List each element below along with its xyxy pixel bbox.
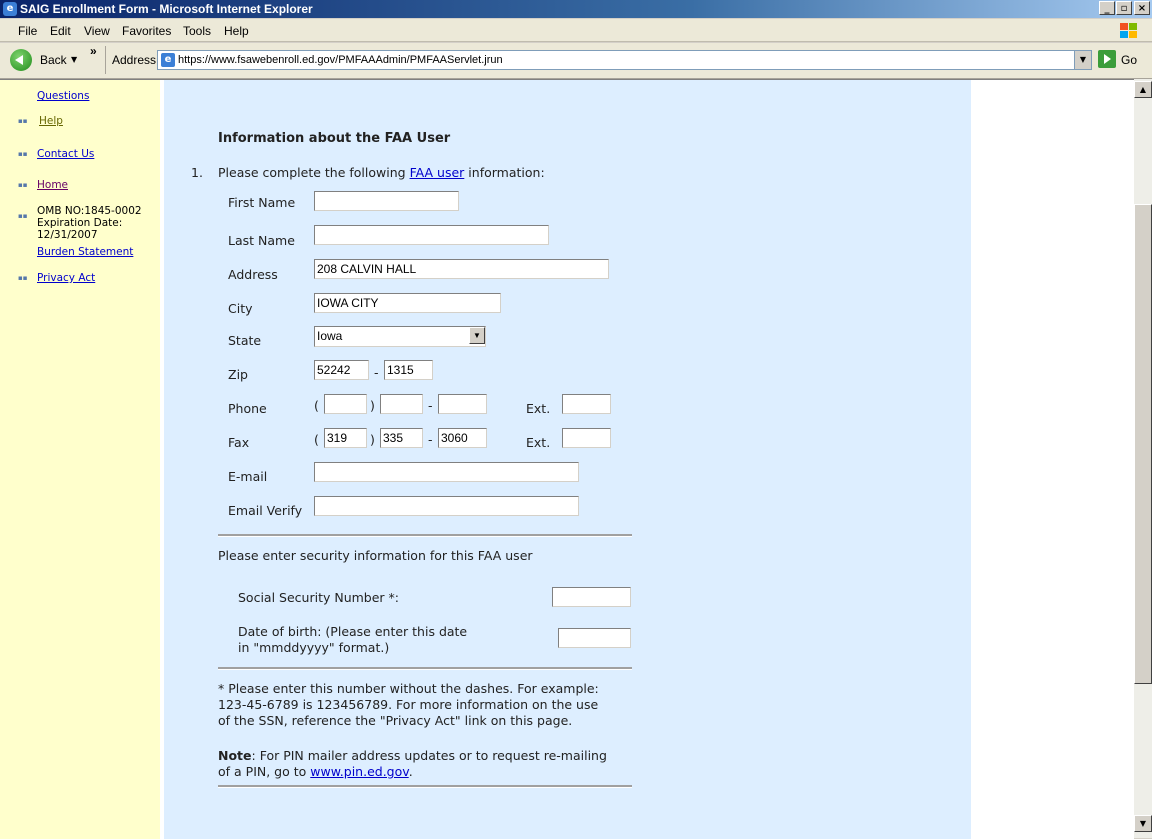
nav-burden-link[interactable]: Burden Statement <box>37 246 134 258</box>
toolbar-chevron[interactable]: » <box>90 44 97 58</box>
note-text-3: . <box>408 764 413 779</box>
fax-label: Fax <box>228 435 250 450</box>
menu-bar <box>0 19 1152 42</box>
window-title: SAIG Enrollment Form - Microsoft Internet Explorer <box>20 2 313 16</box>
divider <box>218 534 632 537</box>
fax-close-paren: ) <box>370 432 375 447</box>
toolbar-separator <box>105 46 106 74</box>
menu-favorites[interactable]: Favorites <box>122 24 172 38</box>
phone-prefix-input[interactable] <box>380 394 423 414</box>
fax-prefix-input[interactable]: 335 <box>380 428 423 448</box>
note-line2 <box>218 764 413 779</box>
first-name-input[interactable] <box>314 191 459 211</box>
email-verify-label: Email Verify <box>228 503 303 518</box>
footnote-line3: of the SSN, reference the "Privacy Act" link on this page. <box>218 713 573 728</box>
nav-questions-link[interactable]: Questions <box>37 90 90 102</box>
minimize-button[interactable]: _ <box>1099 1 1115 15</box>
expiration-date: 12/31/2007 <box>37 229 98 241</box>
nav-contact-link[interactable]: Contact Us <box>37 148 95 160</box>
zip5-input[interactable]: 52242 <box>314 360 369 380</box>
first-name-label: First Name <box>228 195 296 210</box>
windows-logo-icon <box>1110 21 1148 41</box>
nav-bullet-icon: ▪▪ <box>18 150 28 158</box>
address-input[interactable]: 208 CALVIN HALL <box>314 259 609 279</box>
pin-link[interactable]: www.pin.ed.gov <box>310 764 409 779</box>
fax-ext-input[interactable] <box>562 428 611 448</box>
footnote-line1: * Please enter this number without the dashes. For example: <box>218 681 599 696</box>
omb-number: OMB NO:1845-0002 <box>37 205 142 217</box>
menu-view[interactable]: View <box>84 24 110 38</box>
nav-bullet-icon: ▪▪ <box>18 181 28 189</box>
left-navigation <box>0 80 160 839</box>
email-label: E-mail <box>228 469 268 484</box>
footnote-line2: 123-45-6789 is 123456789. For more information on the use <box>218 697 599 712</box>
address-url[interactable]: https://www.fsawebenroll.ed.gov/PMFAAAdmin/PMFAAServlet.jrun <box>178 54 503 66</box>
menu-help[interactable]: Help <box>224 24 249 38</box>
phone-area-input[interactable] <box>324 394 367 414</box>
zip-dash: - <box>374 365 379 380</box>
back-arrow-icon[interactable] <box>10 49 32 71</box>
dob-input[interactable] <box>558 628 631 648</box>
page-icon: e <box>161 53 175 67</box>
faa-user-link[interactable]: FAA user <box>409 165 465 180</box>
phone-ext-label: Ext. <box>526 401 551 416</box>
page-viewport <box>0 79 1134 839</box>
phone-open-paren: ( <box>314 398 319 413</box>
dob-label-line2: in "mmddyyyy" format.) <box>238 640 390 655</box>
fax-ext-label: Ext. <box>526 435 551 450</box>
address-dropdown-icon[interactable]: ▼ <box>1074 51 1091 69</box>
city-input[interactable]: IOWA CITY <box>314 293 501 313</box>
title-bar <box>0 0 1152 18</box>
divider <box>218 785 632 788</box>
city-label: City <box>228 301 253 316</box>
close-button[interactable]: × <box>1134 1 1150 15</box>
state-select[interactable] <box>314 326 486 347</box>
phone-label: Phone <box>228 401 267 416</box>
nav-privacy-link[interactable]: Privacy Act <box>37 272 96 284</box>
phone-dash: - <box>428 398 433 413</box>
divider <box>218 667 632 670</box>
dropdown-arrow-icon[interactable]: ▼ <box>469 327 485 344</box>
address-label: Address <box>112 53 157 67</box>
go-button-label[interactable]: Go <box>1121 53 1138 67</box>
section-heading: Information about the FAA User <box>218 131 451 146</box>
intro-before: Please complete the following <box>218 165 406 180</box>
state-selected: Iowa <box>317 329 343 343</box>
zip-label: Zip <box>228 367 248 382</box>
vertical-scrollbar[interactable] <box>1134 79 1152 838</box>
security-intro: Please enter security information for this FAA user <box>218 548 533 563</box>
expiration-label: Expiration Date: <box>37 217 123 229</box>
fax-open-paren: ( <box>314 432 319 447</box>
last-name-label: Last Name <box>228 233 295 248</box>
fax-dash: - <box>428 432 433 447</box>
intro-text <box>218 165 545 180</box>
phone-close-paren: ) <box>370 398 375 413</box>
ie-icon: e <box>3 2 17 16</box>
scroll-up-icon[interactable]: ▲ <box>1134 81 1152 98</box>
form-content <box>164 80 971 839</box>
menu-edit[interactable]: Edit <box>50 24 71 38</box>
address-bar[interactable] <box>157 50 1092 70</box>
nav-help-link[interactable]: Help <box>39 115 63 127</box>
phone-ext-input[interactable] <box>562 394 611 414</box>
back-dropdown-icon[interactable]: ▼ <box>71 55 78 64</box>
zip4-input[interactable]: 1315 <box>384 360 433 380</box>
note-line1 <box>218 748 607 763</box>
fax-line-input[interactable]: 3060 <box>438 428 487 448</box>
ssn-label: Social Security Number *: <box>238 590 399 605</box>
nav-bullet-icon: ▪▪ <box>18 117 28 125</box>
note-text-2: of a PIN, go to <box>218 764 307 779</box>
last-name-input[interactable] <box>314 225 549 245</box>
item-number: 1. <box>191 165 203 180</box>
ssn-input[interactable] <box>552 587 631 607</box>
fax-area-input[interactable]: 319 <box>324 428 367 448</box>
intro-after: information: <box>468 165 545 180</box>
note-bold: Note <box>218 748 252 763</box>
scroll-down-icon[interactable]: ▼ <box>1134 815 1152 832</box>
scroll-thumb[interactable] <box>1134 204 1152 684</box>
menu-file[interactable]: File <box>18 24 38 38</box>
restore-button[interactable]: ▫ <box>1116 1 1132 15</box>
menu-tools[interactable]: Tools <box>183 24 212 38</box>
email-verify-input[interactable] <box>314 496 579 516</box>
state-label: State <box>228 333 262 348</box>
right-pane <box>971 80 1134 839</box>
nav-bullet-icon: ▪▪ <box>18 274 28 282</box>
nav-home-link[interactable]: Home <box>37 179 69 191</box>
address-field-label: Address <box>228 267 278 282</box>
nav-bullet-icon: ▪▪ <box>18 212 28 220</box>
email-input[interactable] <box>314 462 579 482</box>
dob-label-line1: Date of birth: (Please enter this date <box>238 624 468 639</box>
phone-line-input[interactable] <box>438 394 487 414</box>
back-button-label[interactable]: Back <box>40 53 67 67</box>
go-arrow-icon[interactable] <box>1098 50 1116 68</box>
note-text-1: : For PIN mailer address updates or to request re-mailing <box>251 748 607 763</box>
